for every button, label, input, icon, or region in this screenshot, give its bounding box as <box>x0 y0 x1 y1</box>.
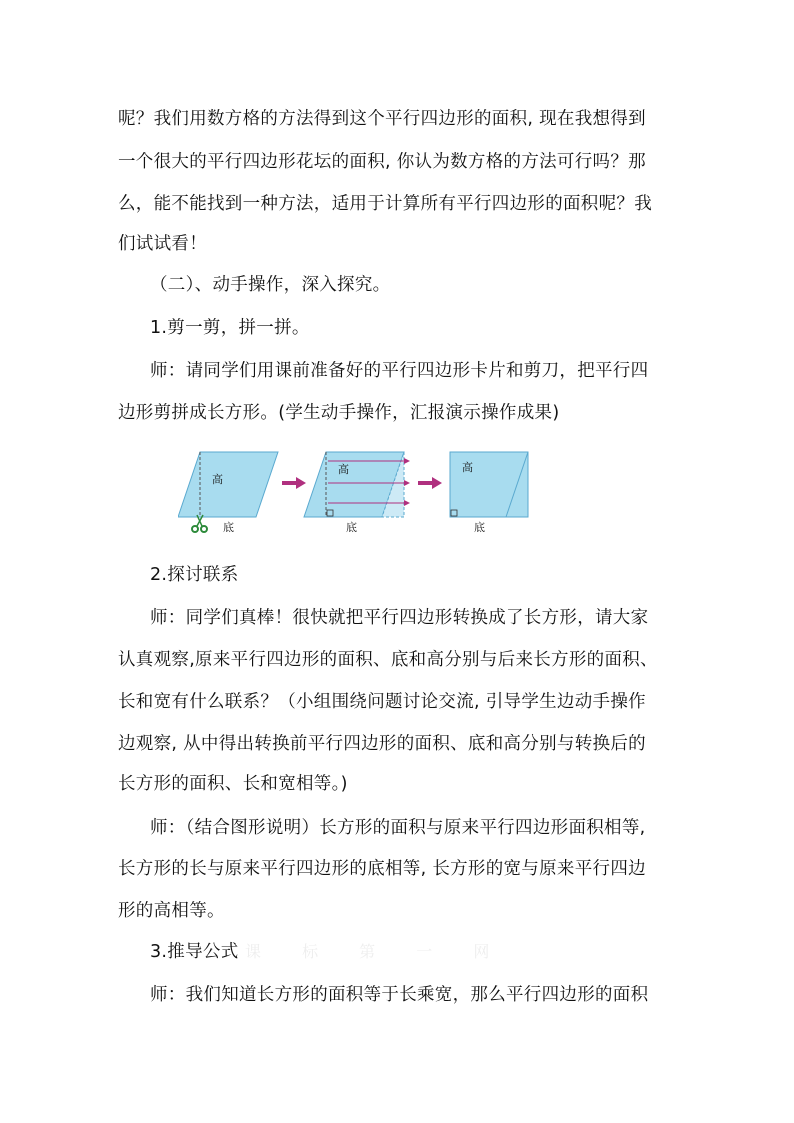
text-line-8: 边形剪拼成长方形。(学生动手操作，汇报演示操作成果) <box>118 403 560 423</box>
text-line-4: 们试试看！ <box>118 234 207 254</box>
step1-base-label: 底 <box>223 521 234 534</box>
step3-height-label: 高 <box>462 461 473 474</box>
step3-base-label: 底 <box>474 521 485 534</box>
text-line-3: 么，能不能找到一种方法，适用于计算所有平行四边形的面积呢？我 <box>118 194 652 214</box>
text-line-10: 师：同学们真棒！很快就把平行四边形转换成了长方形，请大家 <box>150 608 649 628</box>
figure-svg <box>178 447 534 541</box>
section-heading: （二）、动手操作，深入探究。 <box>150 275 391 295</box>
text-line-12: 长和宽有什么联系？（小组围绕问题讨论交流, 引导学生边动手操作 <box>118 692 646 712</box>
step1-height-label: 高 <box>212 473 223 486</box>
text-line-16: 长方形的长与原来平行四边形的底相等, 长方形的宽与原来平行四边 <box>118 859 646 879</box>
step2-height-label: 高 <box>338 463 349 476</box>
subheading-discuss: 2.探讨联系 <box>150 565 239 585</box>
text-line-15: 师：（结合图形说明）长方形的面积与原来平行四边形面积相等, <box>150 818 646 838</box>
step2-base-label: 底 <box>346 521 357 534</box>
parallelogram-to-rectangle-figure <box>178 447 534 541</box>
text-line-14: 长方形的面积、长和宽相等。) <box>118 774 348 794</box>
text-line-2: 一个很大的平行四边形花坛的面积, 你认为数方格的方法可行吗？那 <box>118 152 646 172</box>
text-line-1: 呢？我们用数方格的方法得到这个平行四边形的面积, 现在我想得到 <box>118 109 646 129</box>
subheading-formula: 3.推导公式 <box>150 942 239 962</box>
text-line-13: 边观察, 从中得出转换前平行四边形的面积、底和高分别与转换后的 <box>118 734 646 754</box>
watermark: 课 标 第 一 网 <box>245 942 508 961</box>
text-line-19: 师：我们知道长方形的面积等于长乘宽，那么平行四边形的面积 <box>150 985 649 1005</box>
text-line-7: 师：请同学们用课前准备好的平行四边形卡片和剪刀，把平行四 <box>150 361 649 381</box>
text-line-17: 形的高相等。 <box>118 901 225 921</box>
text-line-11: 认真观察,原来平行四边形的面积、底和高分别与后来长方形的面积、 <box>118 650 658 670</box>
subheading-cut-paste: 1.剪一剪，拼一拼。 <box>150 318 310 338</box>
